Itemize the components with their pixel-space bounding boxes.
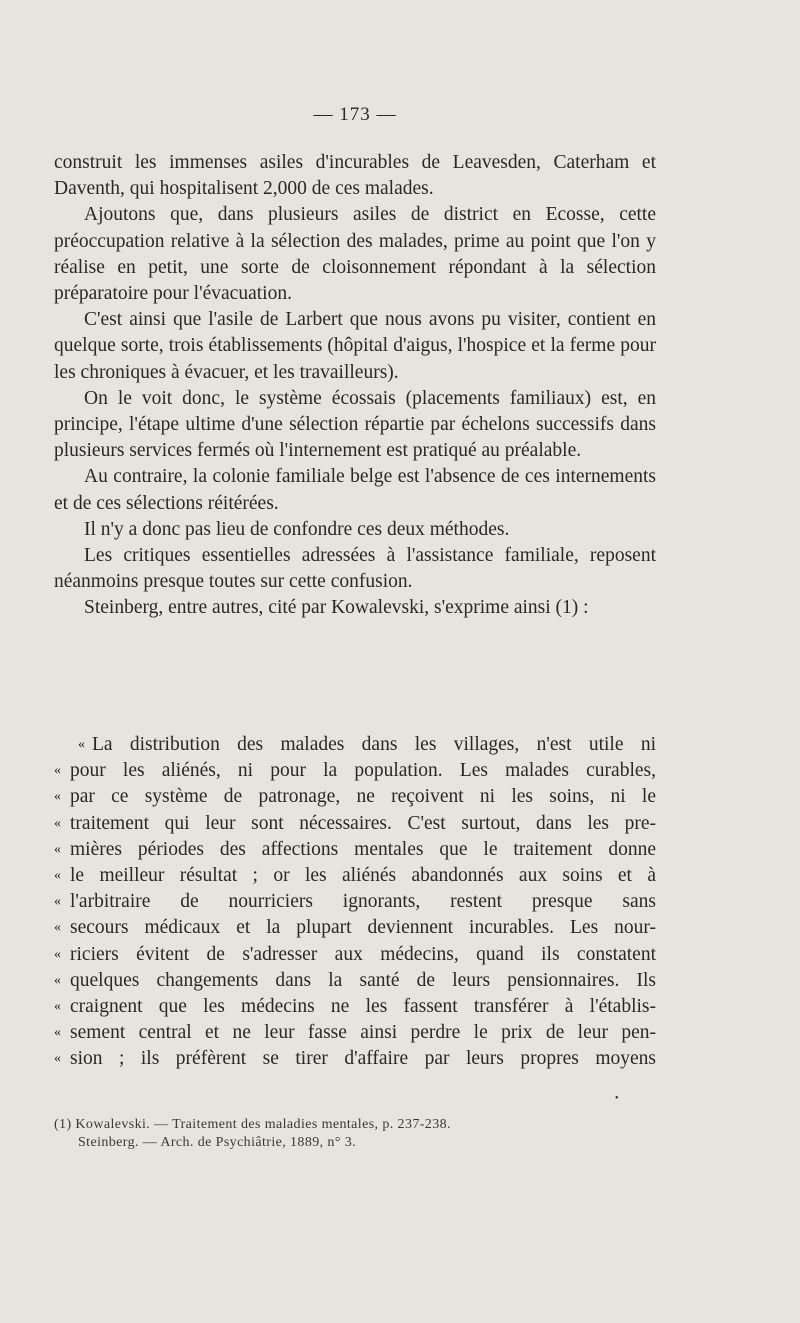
quote-line: « secours médicaux et la plupart deviennent incurables. Les nour- (54, 915, 656, 941)
footnote: Steinberg. — Arch. de Psychiâtrie, 1889, n° 3. (78, 1135, 357, 1150)
body-text (54, 150, 656, 622)
signature-mark: • (615, 1093, 619, 1104)
paragraph: On le voit donc, le système écossais (placements familiaux) est, en principe, l'étape ultime d'une sélection répartie par échelons successifs dans plusieurs services fermés où l'internement est pratiqué au préalable. (54, 387, 656, 462)
quote-mark: « (54, 841, 61, 857)
quote-mark: « (54, 789, 61, 805)
paragraph: Ajoutons que, dans plusieurs asiles de district en Ecosse, cette préoccupation relative à la sélection des malades, prime au point que l'on y réalise en petit, une sorte de cloisonnement répondant à la sélection préparatoire pour l'évacuation. (54, 204, 656, 305)
quote-mark: « (54, 867, 61, 883)
paragraph: Les critiques essentielles adressées à l'assistance familiale, reposent néanmoins presque toutes sur cette confusion. (54, 545, 656, 593)
quote-line: « craignent que les médecins ne les fassent transférer à l'établis- (54, 994, 656, 1020)
paragraph: C'est ainsi que l'asile de Larbert que nous avons pu visiter, contient en quelque sorte, trois établissements (hôpital d'aigus, l'hospice et la ferme pour les chroniques à évacuer, et les travailleurs). (54, 309, 656, 383)
page-number: — 173 — (313, 104, 397, 125)
quote-mark: « (78, 737, 85, 752)
quote-line: « riciers évitent de s'adresser aux médecins, quand ils constatent (54, 942, 656, 968)
quote-line: « le meilleur résultat ; or les aliénés abandonnés aux soins et à (54, 863, 656, 889)
footnote: (1) Kowalevski. — Traitement des maladies mentales, p. 237-238. (54, 1117, 451, 1132)
quote-mark: « (54, 920, 61, 936)
quote-mark: « (54, 998, 61, 1014)
quote-line: « sement central et ne leur fasse ainsi perdre le prix de leur pen- (54, 1020, 656, 1046)
quote-line: « La distribution des malades dans les villages, n'est utile ni (54, 732, 656, 758)
quote-mark: « (54, 946, 61, 962)
quote-mark: « (54, 972, 61, 988)
quote-line: « quelques changements dans la santé de leurs pensionnaires. Ils (54, 968, 656, 994)
quote-mark: « (54, 1025, 61, 1041)
quote-line: « par ce système de patronage, ne reçoivent ni les soins, ni le (54, 784, 656, 810)
quote-mark: « (54, 894, 61, 910)
quote-mark: « (54, 815, 61, 831)
paragraph: Steinberg, entre autres, cité par Kowalevski, s'exprime ainsi (1) : (84, 597, 589, 619)
paragraph: construit les immenses asiles d'incurables de Leavesden, Caterham et Daventh, qui hospitalisent 2,000 de ces malades. (54, 152, 656, 200)
block-quote (54, 732, 656, 1072)
quote-line: « traitement qui leur sont nécessaires. C'est surtout, dans les pre- (54, 811, 656, 837)
paragraph: Il n'y a donc pas lieu de confondre ces deux méthodes. (84, 518, 510, 540)
paragraph: Au contraire, la colonie familiale belge est l'absence de ces internements et de ces sélections réitérées. (54, 466, 656, 514)
footnotes (54, 1116, 656, 1152)
quote-line: « l'arbitraire de nourriciers ignorants, restent presque sans (54, 889, 656, 915)
quote-line: « mières périodes des affections mentales que le traitement donne (54, 837, 656, 863)
quote-line: « sion ; ils préfèrent se tirer d'affaire par leurs propres moyens (54, 1046, 656, 1072)
quote-mark: « (54, 763, 61, 779)
quote-line: « pour les aliénés, ni pour la population. Les malades curables, (54, 758, 656, 784)
quote-mark: « (54, 1051, 61, 1067)
